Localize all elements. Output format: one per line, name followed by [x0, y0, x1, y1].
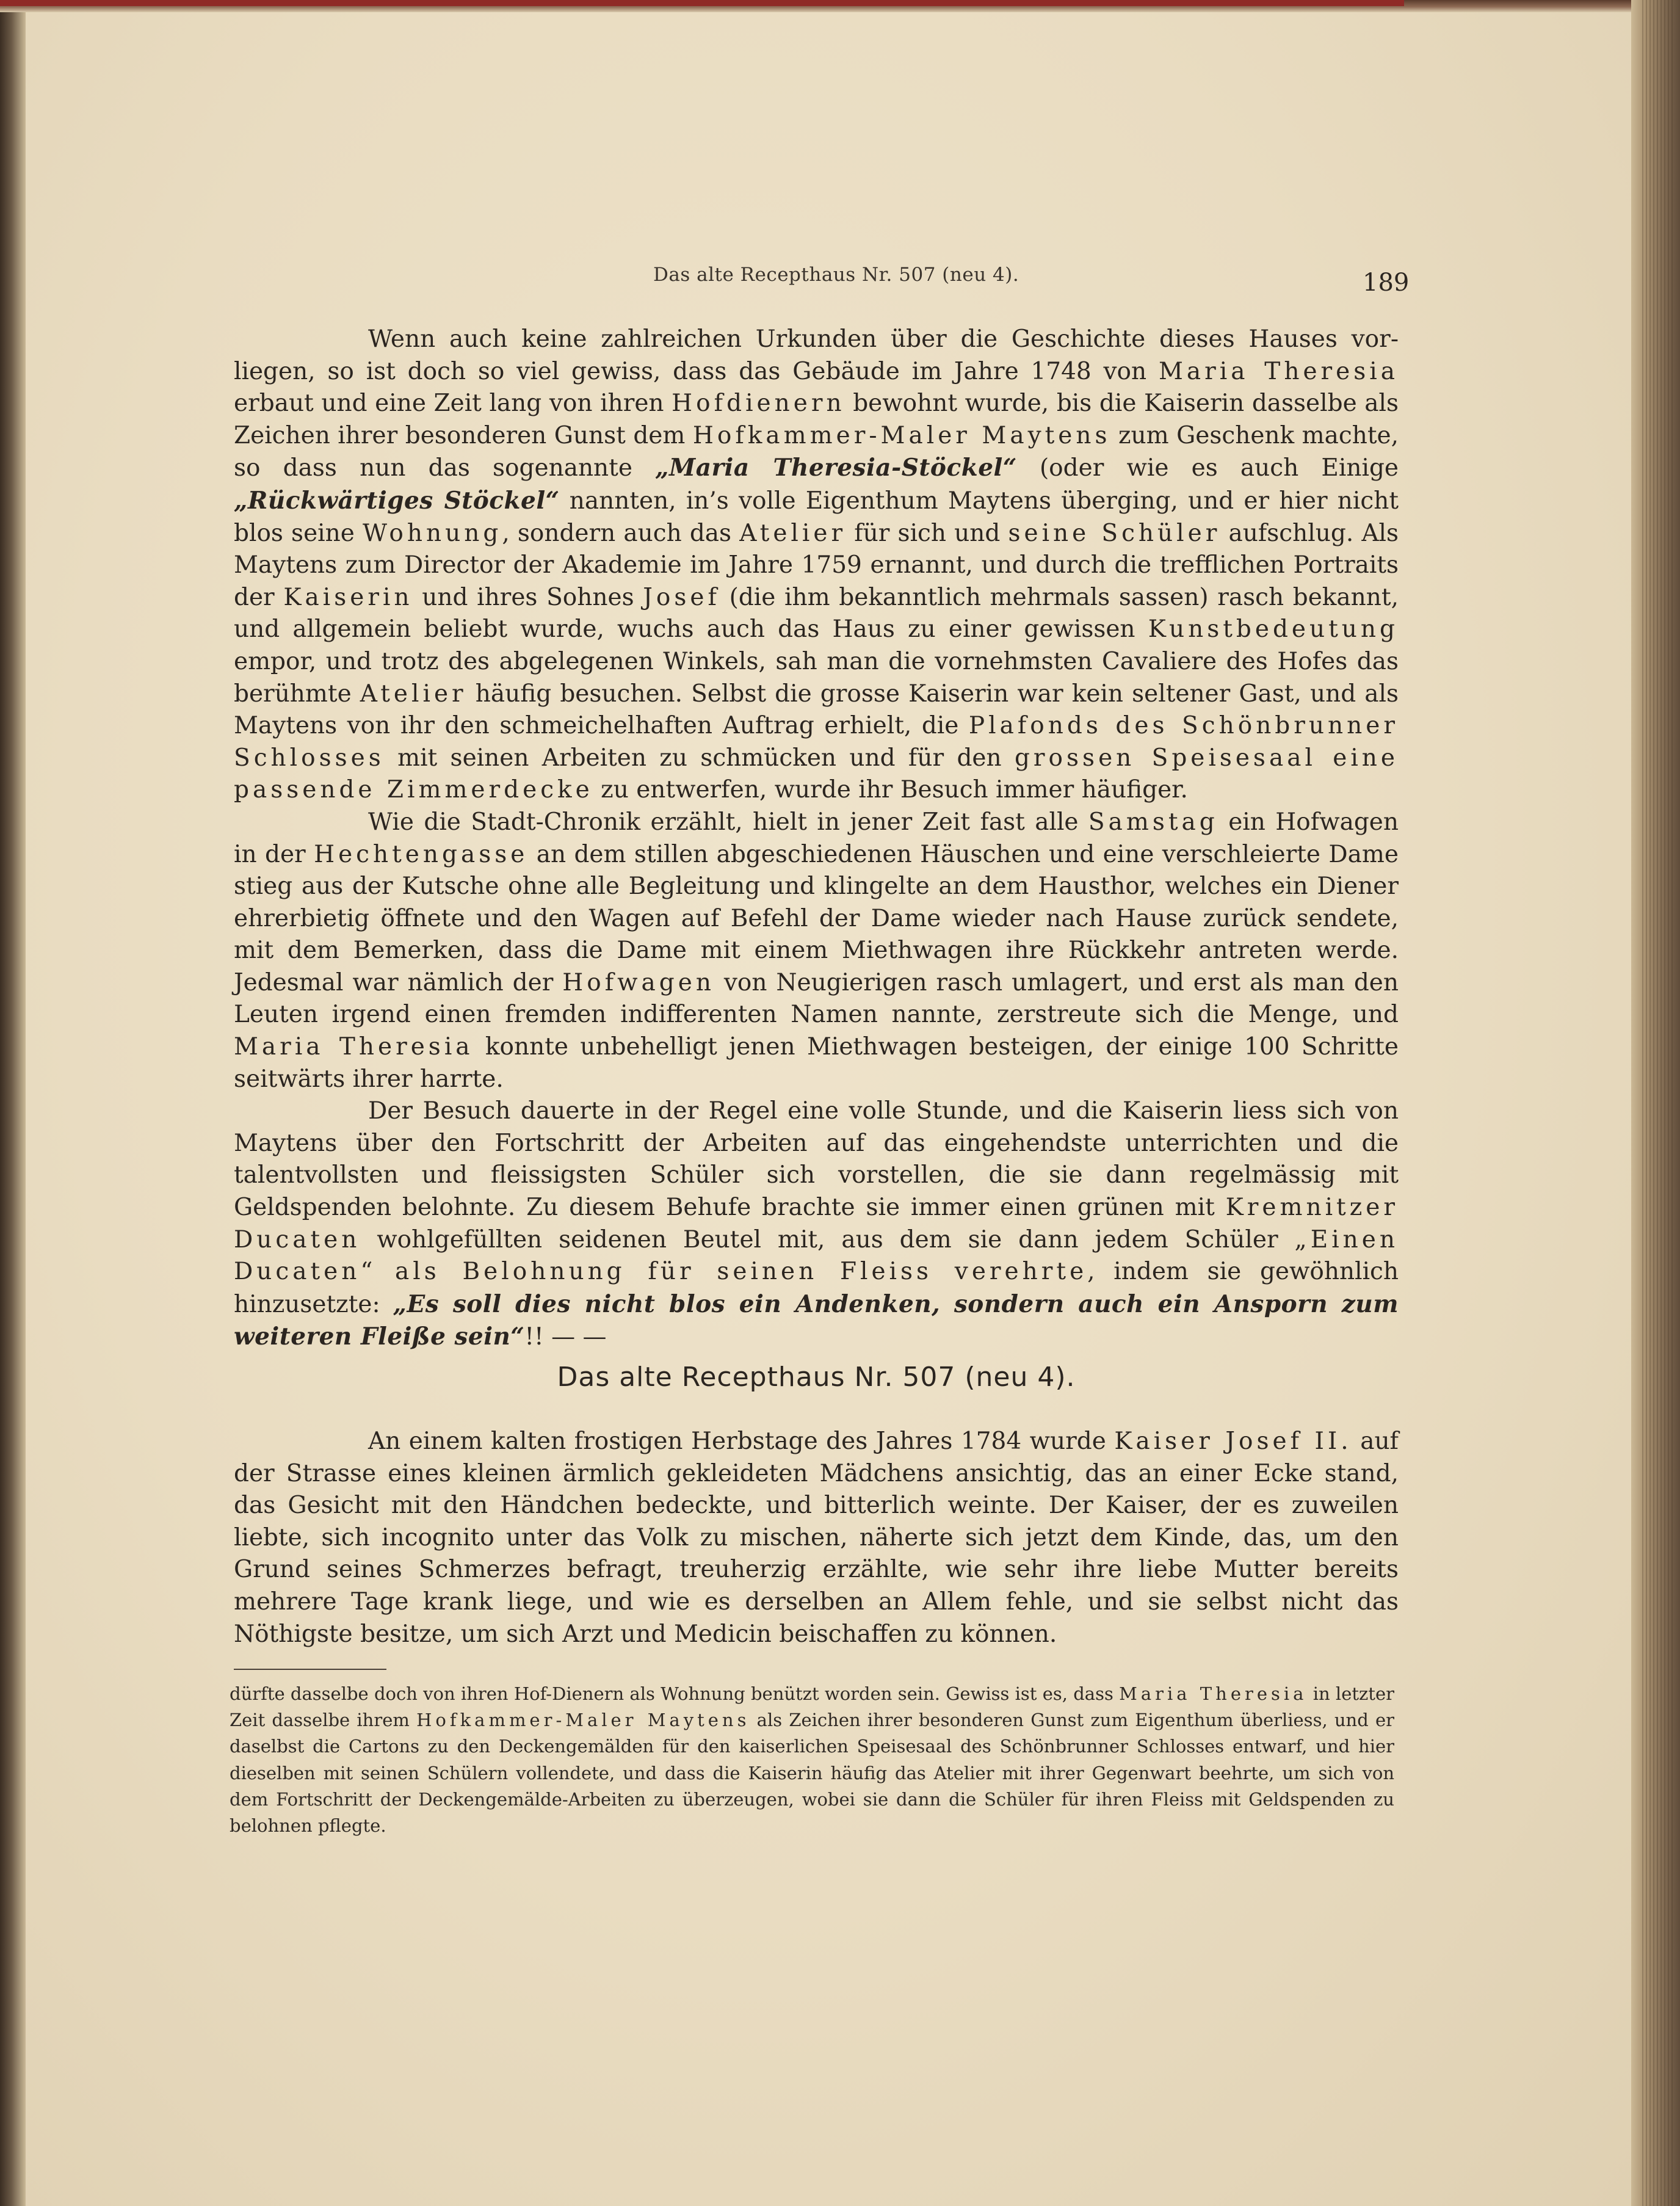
text-run: ein Hofwagen in der [234, 808, 1399, 868]
text-run: zum Geschenk machte, so dass nun das sogenannte [234, 421, 1399, 482]
spaced-emphasis-text: Josef [643, 583, 720, 611]
binding-edge [0, 0, 26, 2206]
text-run: An einem kalten frostigen Herbstage des Jahres 1784 wurde [368, 1428, 1115, 1455]
spaced-emphasis-text: Hofwagen [562, 968, 715, 996]
section-1-body [234, 324, 1399, 1354]
spaced-emphasis-text: Hofkammer-Maler Maytens [692, 421, 1111, 449]
text-run: dürfte dasselbe doch von ihren Hof-Dienern als Wohnung benützt worden sein. Gewiss ist es, dass [230, 1683, 1120, 1704]
text-run: nannten, in’s volle Eigenthum Maytens überging, und er hier nicht blos seine [234, 487, 1399, 547]
spaced-emphasis-text: „Einen Ducaten“ [234, 1225, 1399, 1286]
red-edge-strip [0, 0, 1404, 6]
spaced-emphasis-text: Atelier [360, 680, 467, 708]
spaced-emphasis-text: seine Schüler [1008, 519, 1221, 547]
footnote [230, 1681, 1394, 1839]
paragraph [234, 1095, 1399, 1354]
text-run: auf der Strasse eines kleinen ärmlich gekleideten Mädchens ansichtig, das an einer Ecke stand, das Gesicht mit den Händchen bedeckte, und bitterlich weinte. Der Kaiser, der es zuweilen liebte, sich incognito unter das Volk zu mischen, näherte sich jetzt dem Kinde, das, um den Grund seines Schmerzes befragt, treuherzig erzählte, wie sehr ihre liebe Mutter bereits mehrere Tage krank liege, und wie es derselben an Allem fehle, und sie selbst nicht das Nöthigste besitze, um sich Arzt und Medicin beischaffen zu können. [234, 1428, 1399, 1648]
spaced-emphasis-text: Kunstbedeutung [1148, 615, 1399, 644]
text-run: als Zeichen ihrer besonderen Gunst zum Eigenthum überliess, und er daselbst die Cartons zu den Deckengemälden für den kaiserlichen Speisesaal des Schönbrunner Schlosses entwarf, und hier dieselben mit seinen Schülern vollendete, und dass die Kaiserin häufig das Atelier mit ihrer Gegenwart beehrte, um sich von dem Fortschritt der Deckengemälde-Arbeiten zu überzeugen, wobei sie dann die Schüler für ihren Fleiss mit Geldspenden zu belohnen pflegte. [230, 1710, 1394, 1837]
section-2-body [234, 1426, 1399, 1650]
spaced-emphasis-text: Maria Theresia [234, 1033, 474, 1061]
spaced-emphasis-text: Maria Theresia [1158, 357, 1399, 385]
text-run: Wie die Stadt-Chronik erzählt, hielt in jener Zeit fast alle [368, 808, 1088, 836]
text-run: Der Besuch dauerte in der Regel eine volle Stunde, und die Kaiserin liess sich von Maytens über den Fortschritt der Arbeiten auf das eingehendste unterrichten und die talentvollsten und fleissigsten Schüler sich vorstellen, die sie dann regelmässig mit Geldspenden belohnte. Zu diesem Behufe brachte sie immer einen grünen mit [234, 1097, 1399, 1222]
text-run [376, 1258, 395, 1285]
text-run: empor, und trotz des abgelegenen Winkels, sah man die vornehmsten Cavaliere des Hofes das berühmte [234, 647, 1399, 708]
fraktur-quote-text: „Es soll dies nicht blos ein Andenken, sondern auch ein Ansporn zum weiteren Fleiße sein“ [234, 1290, 1399, 1351]
text-run: , indem sie gewöhnlich hinzusetzte: [234, 1258, 1399, 1318]
text-run: häufig besuchen. Selbst die grosse Kaiserin war kein seltener Gast, und als Maytens von ihr den schmeichelhaften Auftrag erhielt, die [234, 680, 1399, 740]
text-run: an dem stillen abgeschiedenen Häuschen und eine verschleierte Dame stieg aus der Kutsche ohne alle Begleitung und klingelte an dem Hausthor, welches ein Diener ehrerbietig öffnete und den Wagen auf Befehl der Dame wieder nach Hause zurück sendete, mit dem Bemerken, dass die Dame mit einem Miethwagen ihre Rückkehr antreten werde. Jedesmal war nämlich der [234, 840, 1399, 996]
text-run: von Neugierigen rasch umlagert, und erst als man den Leuten irgend einen fremden indifferenten Namen nannte, zerstreute sich die Menge, und [234, 968, 1399, 1029]
text-run: mit seinen Arbeiten zu schmücken und für den [384, 744, 1015, 772]
footnote-text [230, 1681, 1394, 1839]
spaced-emphasis-text: Hofkammer-Maler Maytens [416, 1710, 750, 1731]
text-run: wohlgefüllten seidenen Beutel mit, aus dem sie dann jedem Schüler [360, 1225, 1295, 1254]
spaced-emphasis-text: Samstag [1088, 808, 1218, 836]
page-number: 189 [1363, 269, 1410, 297]
text-run: zu entwerfen, wurde ihr Besuch immer häufiger. [593, 776, 1188, 804]
paragraph [234, 807, 1399, 1095]
text-run: (oder wie es auch Einige [1016, 454, 1399, 482]
spaced-emphasis-text: Hechtengasse [314, 840, 529, 868]
text-run: konnte unbehelligt jenen Miethwagen besteigen, der einige 100 Schritte seitwärts ihrer harrte. [234, 1033, 1399, 1093]
spaced-emphasis-text: Wohnung [362, 519, 502, 547]
spaced-emphasis-text: Atelier [739, 519, 847, 547]
spaced-emphasis-text: Plafonds des Schönbrunner Schlosses [234, 712, 1399, 772]
footnote-rule [234, 1669, 386, 1670]
spaced-emphasis-text: Maria Theresia [1119, 1683, 1308, 1704]
spaced-emphasis-text: als Belohnung für seinen Fleiss verehrte [395, 1258, 1088, 1286]
running-header: Das alte Recepthaus Nr. 507 (neu 4). [653, 264, 1019, 286]
spaced-emphasis-text: Kremnitzer Ducaten [234, 1194, 1399, 1254]
text-run: erbaut und eine Zeit lang von ihren [234, 390, 672, 418]
spaced-emphasis-text: Hofdienern [672, 390, 845, 418]
fraktur-quote-text: „Maria Theresia-Stöckel“ [655, 454, 1017, 482]
page-stack-lines [1642, 0, 1673, 2206]
text-run: bewohnt wurde, bis die Kaiserin dasselbe als Zeichen ihrer besonderen Gunst dem [234, 390, 1399, 449]
section-heading: Das alte Recepthaus Nr. 507 (neu 4). [557, 1362, 1076, 1393]
text-run: , sondern auch das [502, 519, 740, 547]
fraktur-quote-text: „Rückwärtiges Stöckel“ [234, 486, 560, 515]
spaced-emphasis-text: Kaiser Josef II. [1114, 1428, 1352, 1455]
text-run: (die ihm bekanntlich mehrmals sassen) rasch bekannt, und allgemein beliebt wurde, wuchs auch das Haus zu einer gewissen [234, 583, 1399, 644]
text-run: !! — — [524, 1323, 607, 1351]
text-run: Wenn auch keine zahlreichen Urkunden über die Geschichte dieses Hauses vorliegen, so ist doch so viel gewiss, dass das Gebäude im Jahre 1748 von [234, 325, 1399, 385]
paragraph [234, 324, 1399, 807]
text-run: und ihres Sohnes [413, 583, 643, 611]
text-run: in letzter Zeit dasselbe ihrem [230, 1683, 1394, 1731]
paragraph [234, 1426, 1399, 1650]
text-run: aufschlug. Als Maytens zum Director der Akademie im Jahre 1759 ernannt, und durch die trefflichen Portraits der [234, 519, 1399, 611]
text-run: für sich und [846, 519, 1008, 547]
spaced-emphasis-text: Kaiserin [283, 583, 413, 611]
spaced-emphasis-text: grossen Speisesaal eine passende Zimmerdecke [234, 744, 1399, 804]
